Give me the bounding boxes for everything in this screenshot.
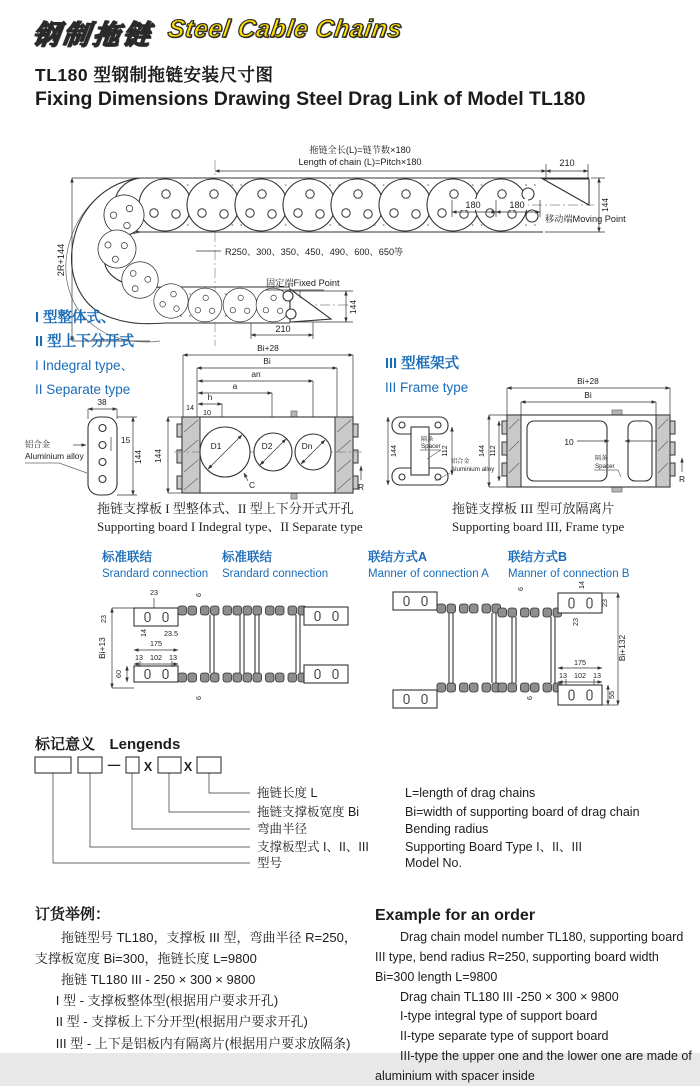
dim-label: 112 bbox=[488, 445, 497, 457]
dim-label: 180 bbox=[465, 200, 481, 210]
type3-en: III Frame type bbox=[385, 380, 469, 395]
connection-std1-drawing bbox=[97, 588, 244, 700]
dim-label: 23 bbox=[571, 618, 580, 626]
hole-label: D1 bbox=[210, 441, 222, 451]
legend-row-cn: 拖链支撑板宽度 Bi bbox=[257, 805, 360, 819]
dim-label: 210 bbox=[559, 158, 575, 168]
dim-label: Bi+28 bbox=[577, 376, 599, 386]
type12-en2: II Separate type bbox=[35, 382, 131, 397]
spacer-label-en: Spacer bbox=[595, 463, 615, 470]
type12-en1: I Indegral type、 bbox=[35, 358, 135, 373]
dim-label: 102 bbox=[150, 653, 162, 662]
legend-row-en: Supporting Board Type I、II、III bbox=[405, 840, 582, 854]
order-cn-line: II 型 - 支撑板上下分开型(根据用户要求开孔) bbox=[55, 1014, 308, 1030]
caption-type3-en: Supporting board III, Frame type bbox=[452, 519, 625, 534]
material-label-cn: 铝合金 bbox=[451, 458, 470, 465]
connlabel-std1 bbox=[102, 548, 208, 582]
spacer-label-cn: 隔条 bbox=[421, 436, 434, 443]
order-en-line: Drag chain TL180 III -250 × 300 × 9800 bbox=[400, 989, 619, 1004]
hole-label: Dn bbox=[301, 441, 313, 451]
dim-label: Bi bbox=[263, 356, 271, 366]
legend-row-en: Model No. bbox=[405, 856, 462, 870]
legends-heading-en: Lengends bbox=[109, 736, 181, 753]
order-en-line: I-type integral type of support board bbox=[400, 1009, 598, 1024]
order-cn-line: III 型 - 上下是铝板内有隔离片(根据用户要求放隔条) bbox=[55, 1035, 351, 1051]
dim-label: 144 bbox=[348, 300, 358, 314]
legends-diagram bbox=[25, 753, 695, 875]
legend-row-en: Bending radius bbox=[405, 822, 489, 836]
spacer-label-en: Spacer bbox=[421, 443, 441, 450]
legend-row-en: L=length of drag chains bbox=[405, 786, 536, 800]
dim-label: 13 bbox=[559, 671, 567, 680]
order-en-p1: Drag chain model number TL180, supporting board III type, bend radius R=250, supporting board width Bi=300 length L=9800 bbox=[375, 930, 684, 984]
dim-label: 210 bbox=[275, 324, 291, 334]
dim-label: 6 bbox=[525, 696, 534, 700]
legend-row-en: Bi=width of supporting board of drag chain bbox=[405, 805, 640, 819]
page-title-en: Fixing Dimensions Drawing Steel Drag Link of Model TL180 bbox=[35, 88, 586, 110]
dim-label: 112 bbox=[440, 445, 449, 457]
dim-label: 2R+144 bbox=[56, 243, 66, 277]
connlabel-b-cn: 联结方式B bbox=[508, 550, 568, 564]
order-title-en: Example for an order bbox=[375, 907, 536, 924]
dim-label: 144 bbox=[389, 445, 398, 457]
caption-type12-cn: 拖链支撑板 I 型整体式、II 型上下分开式开孔 bbox=[97, 501, 354, 516]
dim-label: 23 bbox=[99, 615, 108, 623]
dim-label: 102 bbox=[574, 671, 586, 680]
dim-label: 175 bbox=[150, 639, 162, 648]
caption-type3-cn: 拖链支撑板 III 型可放隔离片 bbox=[452, 501, 615, 516]
dim-label: 144 bbox=[153, 449, 163, 463]
dim-label: 175 bbox=[574, 658, 586, 667]
connection-b-drawing bbox=[498, 581, 627, 705]
radius-note: R250、300、350、450、490、600、650等 bbox=[225, 247, 404, 257]
dim-label: an bbox=[251, 369, 261, 379]
legend-row-cn: 拖链长度 L bbox=[257, 786, 318, 800]
order-example-en bbox=[375, 903, 693, 1086]
hole-label: D2 bbox=[261, 441, 273, 451]
dim-label: Bi+132 bbox=[617, 634, 627, 662]
order-title-cn: 订货举例： bbox=[35, 906, 111, 923]
connlabel-a-en: Manner of connection A bbox=[368, 568, 489, 580]
dim-label: 14 bbox=[577, 581, 586, 589]
type3-drawings bbox=[385, 375, 700, 509]
legends-heading-cn: 标记意义 bbox=[35, 736, 96, 753]
dim-label: 180 bbox=[509, 200, 525, 210]
order-example-cn bbox=[35, 903, 365, 1054]
type12-cn2: II 型上下分开式 bbox=[35, 334, 135, 350]
legends-heading bbox=[35, 733, 180, 754]
dim-label: 15 bbox=[121, 435, 131, 445]
type3-cn: III 型框架式 bbox=[385, 356, 460, 372]
dim-label: 60 bbox=[114, 670, 123, 678]
caption-type3 bbox=[452, 500, 624, 536]
type12-cn1: I 型整体式、 bbox=[35, 310, 116, 326]
dim-label: 38 bbox=[97, 397, 107, 407]
order-en-p5: III-type the upper one and the lower one are made of aluminium with spacer inside bbox=[375, 1048, 692, 1083]
order-cn-p1: 拖链型号 TL180，支撑板 III 型，弯曲半径 R=250，支撑板宽度 Bi=300，拖链长度 L=9800 bbox=[35, 930, 357, 967]
brand-logo-en: Steel Cable Chains bbox=[166, 15, 405, 43]
dim-label: 55 bbox=[607, 691, 616, 699]
connection-drawings bbox=[0, 578, 700, 728]
connlabel-a bbox=[368, 548, 489, 582]
dim-label: 23 bbox=[600, 599, 609, 607]
dim-label: Bi+28 bbox=[257, 343, 279, 353]
dim-label: 23 bbox=[150, 588, 158, 597]
material-label-en: Aluminium alloy bbox=[451, 466, 495, 473]
connlabel-std1-cn: 标准联结 bbox=[102, 550, 153, 564]
legend-row-cn: 弯曲半径 bbox=[257, 822, 308, 836]
connlabel-std2-cn: 标准联结 bbox=[222, 550, 273, 564]
dim-label: 144 bbox=[133, 450, 143, 464]
connlabel-b bbox=[508, 548, 629, 582]
connection-std2-drawing bbox=[243, 606, 348, 683]
legend-row-cn: 支撑板型式 I、II、III bbox=[257, 840, 369, 854]
dim-label: Bi bbox=[584, 390, 592, 400]
caption-type12-en: Supporting board I Indegral type、II Separate type bbox=[97, 519, 363, 534]
connlabel-std1-en: Srandard connection bbox=[102, 568, 209, 580]
dim-label: 144 bbox=[600, 198, 610, 212]
dim-label: R bbox=[678, 474, 686, 484]
dim-label: 拖链全长(L)=链节数×180 bbox=[309, 145, 411, 155]
dim-label: 10 bbox=[203, 408, 211, 417]
frame-drawing-type3 bbox=[477, 376, 685, 492]
dim-label: 6 bbox=[194, 696, 203, 700]
dim-label: C bbox=[248, 480, 256, 490]
dim-label: 6 bbox=[516, 587, 525, 591]
material-label-en: Aluminium alloy bbox=[25, 451, 84, 461]
connlabel-std2 bbox=[222, 548, 328, 582]
dim-label: 13 bbox=[169, 653, 177, 662]
dim-label: 13 bbox=[135, 653, 143, 662]
dim-label: Length of chain (L)=Pitch×180 bbox=[298, 157, 422, 167]
connlabel-a-cn: 联结方式A bbox=[368, 550, 428, 564]
connlabel-std2-en: Srandard connection bbox=[222, 568, 329, 580]
connlabel-b-en: Manner of connection B bbox=[508, 568, 630, 580]
dim-label: 144 bbox=[477, 445, 486, 457]
times-symbol: X bbox=[143, 760, 153, 774]
dim-label: 23.5 bbox=[164, 629, 178, 638]
order-cn-line: 拖链 TL180 III - 250 × 300 × 9800 bbox=[61, 972, 256, 988]
order-en-line: II-type separate type of support board bbox=[400, 1029, 609, 1044]
legend-row-cn: 型号 bbox=[257, 856, 283, 870]
dim-label: 14 bbox=[139, 629, 148, 637]
moving-point-label: 移动端Moving Point bbox=[545, 214, 626, 224]
times-symbol: X bbox=[183, 760, 193, 774]
order-cn-line: I 型 - 支撑板整体型(根据用户要求开孔) bbox=[55, 993, 279, 1009]
dim-label: R bbox=[357, 482, 365, 492]
fixed-point-label: 固定端Fixed Point bbox=[266, 278, 340, 288]
dim-label: 14 bbox=[186, 403, 194, 412]
dash-symbol: — bbox=[107, 758, 121, 772]
dim-label: a bbox=[232, 381, 238, 391]
dim-label: h bbox=[207, 392, 213, 402]
connection-a-drawing bbox=[393, 592, 501, 708]
dim-label: 10 bbox=[564, 437, 574, 447]
brand-logo-cn: 钢制拖链 bbox=[30, 20, 155, 50]
dim-label: 13 bbox=[593, 671, 601, 680]
dim-label: Bi+13 bbox=[97, 637, 107, 659]
caption-type12 bbox=[97, 500, 363, 536]
dim-label: 6 bbox=[194, 593, 203, 597]
spacer-label-cn: 隔条 bbox=[595, 455, 608, 462]
material-label-cn: 铝合金 bbox=[25, 439, 51, 449]
page-title-cn: TL180 型钢制拖链安装尺寸图 bbox=[35, 65, 274, 85]
